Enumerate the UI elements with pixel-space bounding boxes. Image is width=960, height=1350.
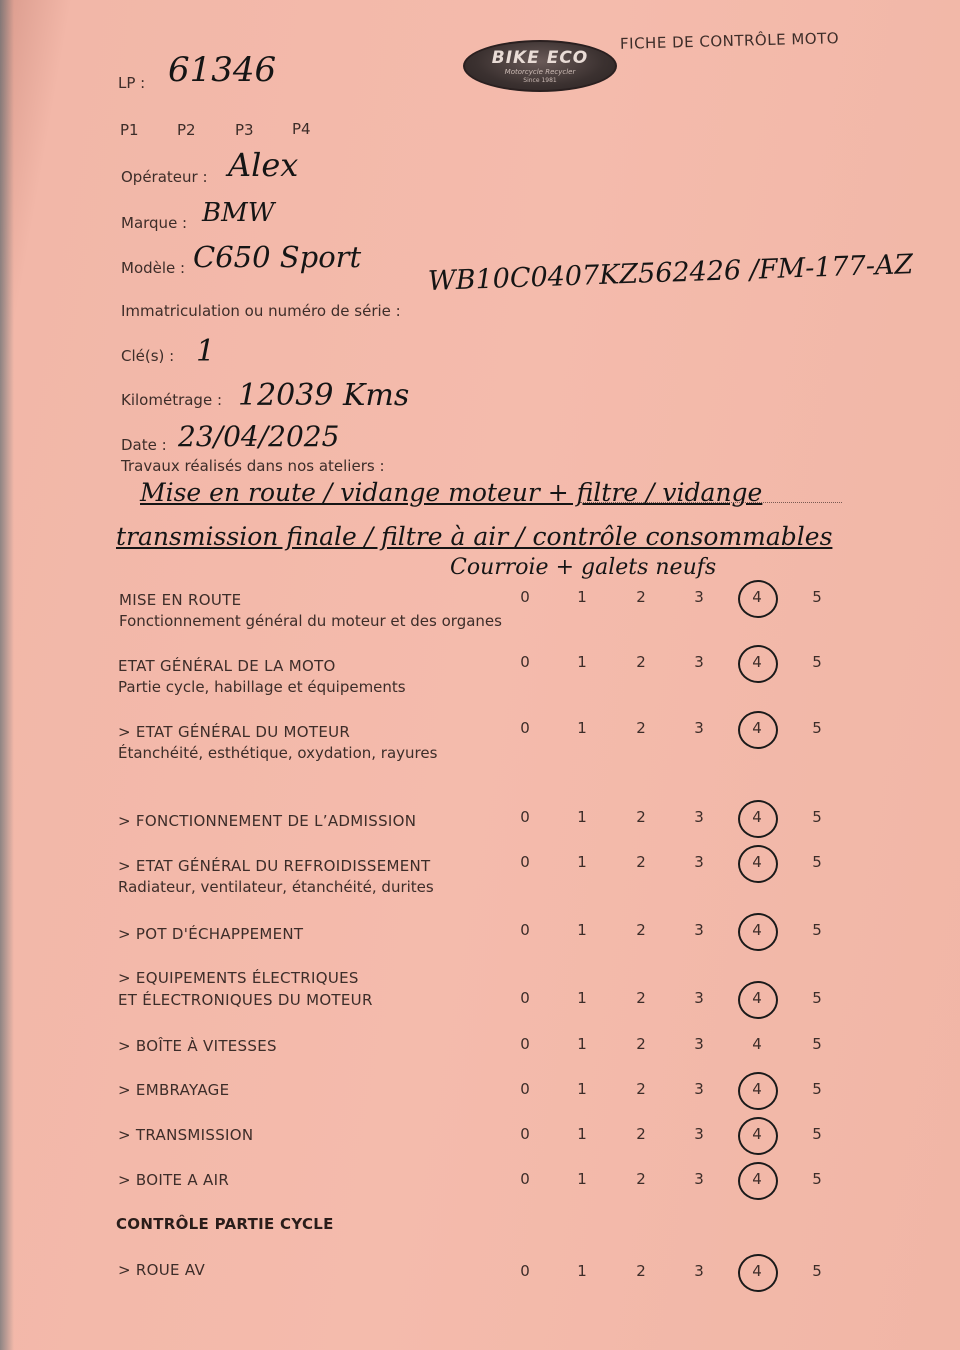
check-title-admission: > FONCTIONNEMENT DE L’ADMISSION: [118, 812, 417, 830]
score-3-row-6[interactable]: 3: [694, 989, 704, 1007]
score-1-row-10[interactable]: 1: [577, 1170, 587, 1188]
score-2-row-6[interactable]: 2: [636, 989, 646, 1007]
check-title-etat-moto: ETAT GÉNÉRAL DE LA MOTO: [118, 657, 336, 675]
score-0-row-4[interactable]: 0: [520, 853, 530, 871]
score-4-row-9[interactable]: 4: [752, 1125, 762, 1143]
logo-name: BIKE ECO: [491, 48, 589, 68]
score-5-row-8[interactable]: 5: [812, 1080, 822, 1098]
score-3-row-10[interactable]: 3: [694, 1170, 704, 1188]
check-title-boite-vitesses: > BOÎTE À VITESSES: [118, 1037, 277, 1055]
selected-score-circle-row-1: [738, 645, 778, 683]
selected-score-circle-row-11: [738, 1254, 778, 1292]
page-edge-shadow: [0, 0, 14, 1350]
selected-score-circle-row-3: [738, 800, 778, 838]
kilometrage-label: Kilométrage :: [121, 391, 223, 409]
score-4-row-8[interactable]: 4: [752, 1080, 762, 1098]
score-2-row-1[interactable]: 2: [636, 653, 646, 671]
score-1-row-5[interactable]: 1: [577, 921, 587, 939]
check-title-boite-air: > BOITE A AIR: [118, 1171, 230, 1189]
score-0-row-1[interactable]: 0: [520, 653, 530, 671]
score-2-row-7[interactable]: 2: [636, 1035, 646, 1053]
score-0-row-7[interactable]: 0: [520, 1035, 530, 1053]
marque-value: BMW: [202, 198, 275, 228]
check-subtitle-etat-moteur: Étanchéité, esthétique, oxydation, rayures: [118, 744, 438, 762]
score-5-row-6[interactable]: 5: [812, 989, 822, 1007]
immat-value: WB10C0407KZ562426 /FM-177-AZ: [427, 249, 914, 297]
logo-since: Since 1981: [523, 77, 557, 84]
bike-eco-logo: [463, 40, 617, 92]
score-2-row-9[interactable]: 2: [636, 1125, 646, 1143]
selected-score-circle-row-5: [738, 913, 778, 951]
score-0-row-5[interactable]: 0: [520, 921, 530, 939]
score-0-row-11[interactable]: 0: [520, 1262, 530, 1280]
score-1-row-7[interactable]: 1: [577, 1035, 587, 1053]
score-1-row-1[interactable]: 1: [577, 653, 587, 671]
score-2-row-3[interactable]: 2: [636, 808, 646, 826]
score-2-row-8[interactable]: 2: [636, 1080, 646, 1098]
score-3-row-3[interactable]: 3: [694, 808, 704, 826]
check-title-embrayage: > EMBRAYAGE: [118, 1081, 230, 1099]
selected-score-circle-row-4: [738, 845, 778, 883]
travaux-label: Travaux réalisés dans nos ateliers :: [121, 457, 385, 475]
score-4-row-1[interactable]: 4: [752, 653, 762, 671]
modele-label: Modèle :: [121, 259, 186, 277]
position-p1: P1: [120, 121, 139, 139]
score-3-row-9[interactable]: 3: [694, 1125, 704, 1143]
check-subtitle-etat-moto: Partie cycle, habillage et équipements: [118, 678, 406, 696]
lp-label: LP :: [118, 74, 146, 92]
score-5-row-3[interactable]: 5: [812, 808, 822, 826]
selected-score-circle-row-10: [738, 1162, 778, 1200]
score-0-row-2[interactable]: 0: [520, 719, 530, 737]
sheet-title: FICHE DE CONTRÔLE MOTO: [619, 29, 840, 53]
operateur-label: Opérateur :: [121, 168, 208, 186]
check-title-electrique: > EQUIPEMENTS ÉLECTRIQUES: [118, 969, 359, 987]
score-4-row-7[interactable]: 4: [752, 1035, 762, 1053]
score-4-row-6[interactable]: 4: [752, 989, 762, 1007]
score-1-row-11[interactable]: 1: [577, 1262, 587, 1280]
score-2-row-11[interactable]: 2: [636, 1262, 646, 1280]
score-0-row-3[interactable]: 0: [520, 808, 530, 826]
score-4-row-5[interactable]: 4: [752, 921, 762, 939]
score-5-row-7[interactable]: 5: [812, 1035, 822, 1053]
score-3-row-7[interactable]: 3: [694, 1035, 704, 1053]
score-0-row-0[interactable]: 0: [520, 588, 530, 606]
check-subtitle-electrique: ET ÉLECTRONIQUES DU MOTEUR: [118, 991, 373, 1009]
score-4-row-11[interactable]: 4: [752, 1262, 762, 1280]
score-4-row-2[interactable]: 4: [752, 719, 762, 737]
score-0-row-6[interactable]: 0: [520, 989, 530, 1007]
score-1-row-2[interactable]: 1: [577, 719, 587, 737]
score-0-row-10[interactable]: 0: [520, 1170, 530, 1188]
date-value: 23/04/2025: [178, 420, 340, 453]
cles-label: Clé(s) :: [121, 347, 175, 365]
score-1-row-6[interactable]: 1: [577, 989, 587, 1007]
position-p2: P2: [177, 121, 196, 139]
travaux-line-3: Courroie + galets neufs: [450, 555, 717, 580]
modele-value: C650 Sport: [193, 240, 362, 274]
check-title-echappement: > POT D'ÉCHAPPEMENT: [118, 925, 304, 943]
selected-score-circle-row-0: [738, 580, 778, 618]
score-3-row-11[interactable]: 3: [694, 1262, 704, 1280]
score-5-row-2[interactable]: 5: [812, 719, 822, 737]
score-3-row-1[interactable]: 3: [694, 653, 704, 671]
kilometrage-value: 12039 Kms: [238, 378, 410, 413]
score-4-row-4[interactable]: 4: [752, 853, 762, 871]
score-2-row-5[interactable]: 2: [636, 921, 646, 939]
travaux-line-2: transmission finale / filtre à air / contrôle consommables: [116, 522, 833, 551]
score-0-row-8[interactable]: 0: [520, 1080, 530, 1098]
score-5-row-11[interactable]: 5: [812, 1262, 822, 1280]
section-heading-partie-cycle: CONTRÔLE PARTIE CYCLE: [116, 1215, 334, 1233]
score-3-row-8[interactable]: 3: [694, 1080, 704, 1098]
score-5-row-0[interactable]: 5: [812, 588, 822, 606]
score-3-row-0[interactable]: 3: [694, 588, 704, 606]
score-2-row-4[interactable]: 2: [636, 853, 646, 871]
check-subtitle-refroidissement: Radiateur, ventilateur, étanchéité, durites: [118, 878, 434, 896]
operateur-value: Alex: [228, 146, 299, 184]
logo-tagline: Motorcycle Recycler: [504, 68, 576, 76]
score-4-row-3[interactable]: 4: [752, 808, 762, 826]
score-5-row-5[interactable]: 5: [812, 921, 822, 939]
score-5-row-10[interactable]: 5: [812, 1170, 822, 1188]
check-title-mise-en-route: MISE EN ROUTE: [119, 591, 242, 609]
score-0-row-9[interactable]: 0: [520, 1125, 530, 1143]
lp-value: 61346: [168, 50, 277, 90]
position-p4: P4: [292, 120, 311, 138]
date-label: Date :: [121, 436, 167, 454]
score-2-row-0[interactable]: 2: [636, 588, 646, 606]
score-1-row-3[interactable]: 1: [577, 808, 587, 826]
marque-label: Marque :: [121, 214, 188, 232]
check-title-roue-av: > ROUE AV: [118, 1261, 206, 1279]
score-5-row-9[interactable]: 5: [812, 1125, 822, 1143]
immat-label: Immatriculation ou numéro de série :: [121, 302, 401, 320]
score-5-row-1[interactable]: 5: [812, 653, 822, 671]
selected-score-circle-row-2: [738, 711, 778, 749]
score-3-row-5[interactable]: 3: [694, 921, 704, 939]
selected-score-circle-row-6: [738, 981, 778, 1019]
score-4-row-10[interactable]: 4: [752, 1170, 762, 1188]
score-1-row-0[interactable]: 1: [577, 588, 587, 606]
selected-score-circle-row-9: [738, 1117, 778, 1155]
cles-value: 1: [196, 334, 216, 369]
check-title-refroidissement: > ETAT GÉNÉRAL DU REFROIDISSEMENT: [118, 857, 431, 875]
score-1-row-4[interactable]: 1: [577, 853, 587, 871]
check-subtitle-mise-en-route: Fonctionnement général du moteur et des organes: [119, 612, 502, 630]
score-4-row-0[interactable]: 4: [752, 588, 762, 606]
score-5-row-4[interactable]: 5: [812, 853, 822, 871]
score-2-row-2[interactable]: 2: [636, 719, 646, 737]
travaux-line-1: Mise en route / vidange moteur + filtre / vidange: [140, 478, 763, 507]
score-2-row-10[interactable]: 2: [636, 1170, 646, 1188]
score-3-row-2[interactable]: 3: [694, 719, 704, 737]
selected-score-circle-row-8: [738, 1072, 778, 1110]
score-3-row-4[interactable]: 3: [694, 853, 704, 871]
check-title-transmission: > TRANSMISSION: [118, 1126, 254, 1144]
score-1-row-9[interactable]: 1: [577, 1125, 587, 1143]
position-p3: P3: [235, 121, 254, 139]
score-1-row-8[interactable]: 1: [577, 1080, 587, 1098]
check-title-etat-moteur: > ETAT GÉNÉRAL DU MOTEUR: [118, 723, 351, 741]
